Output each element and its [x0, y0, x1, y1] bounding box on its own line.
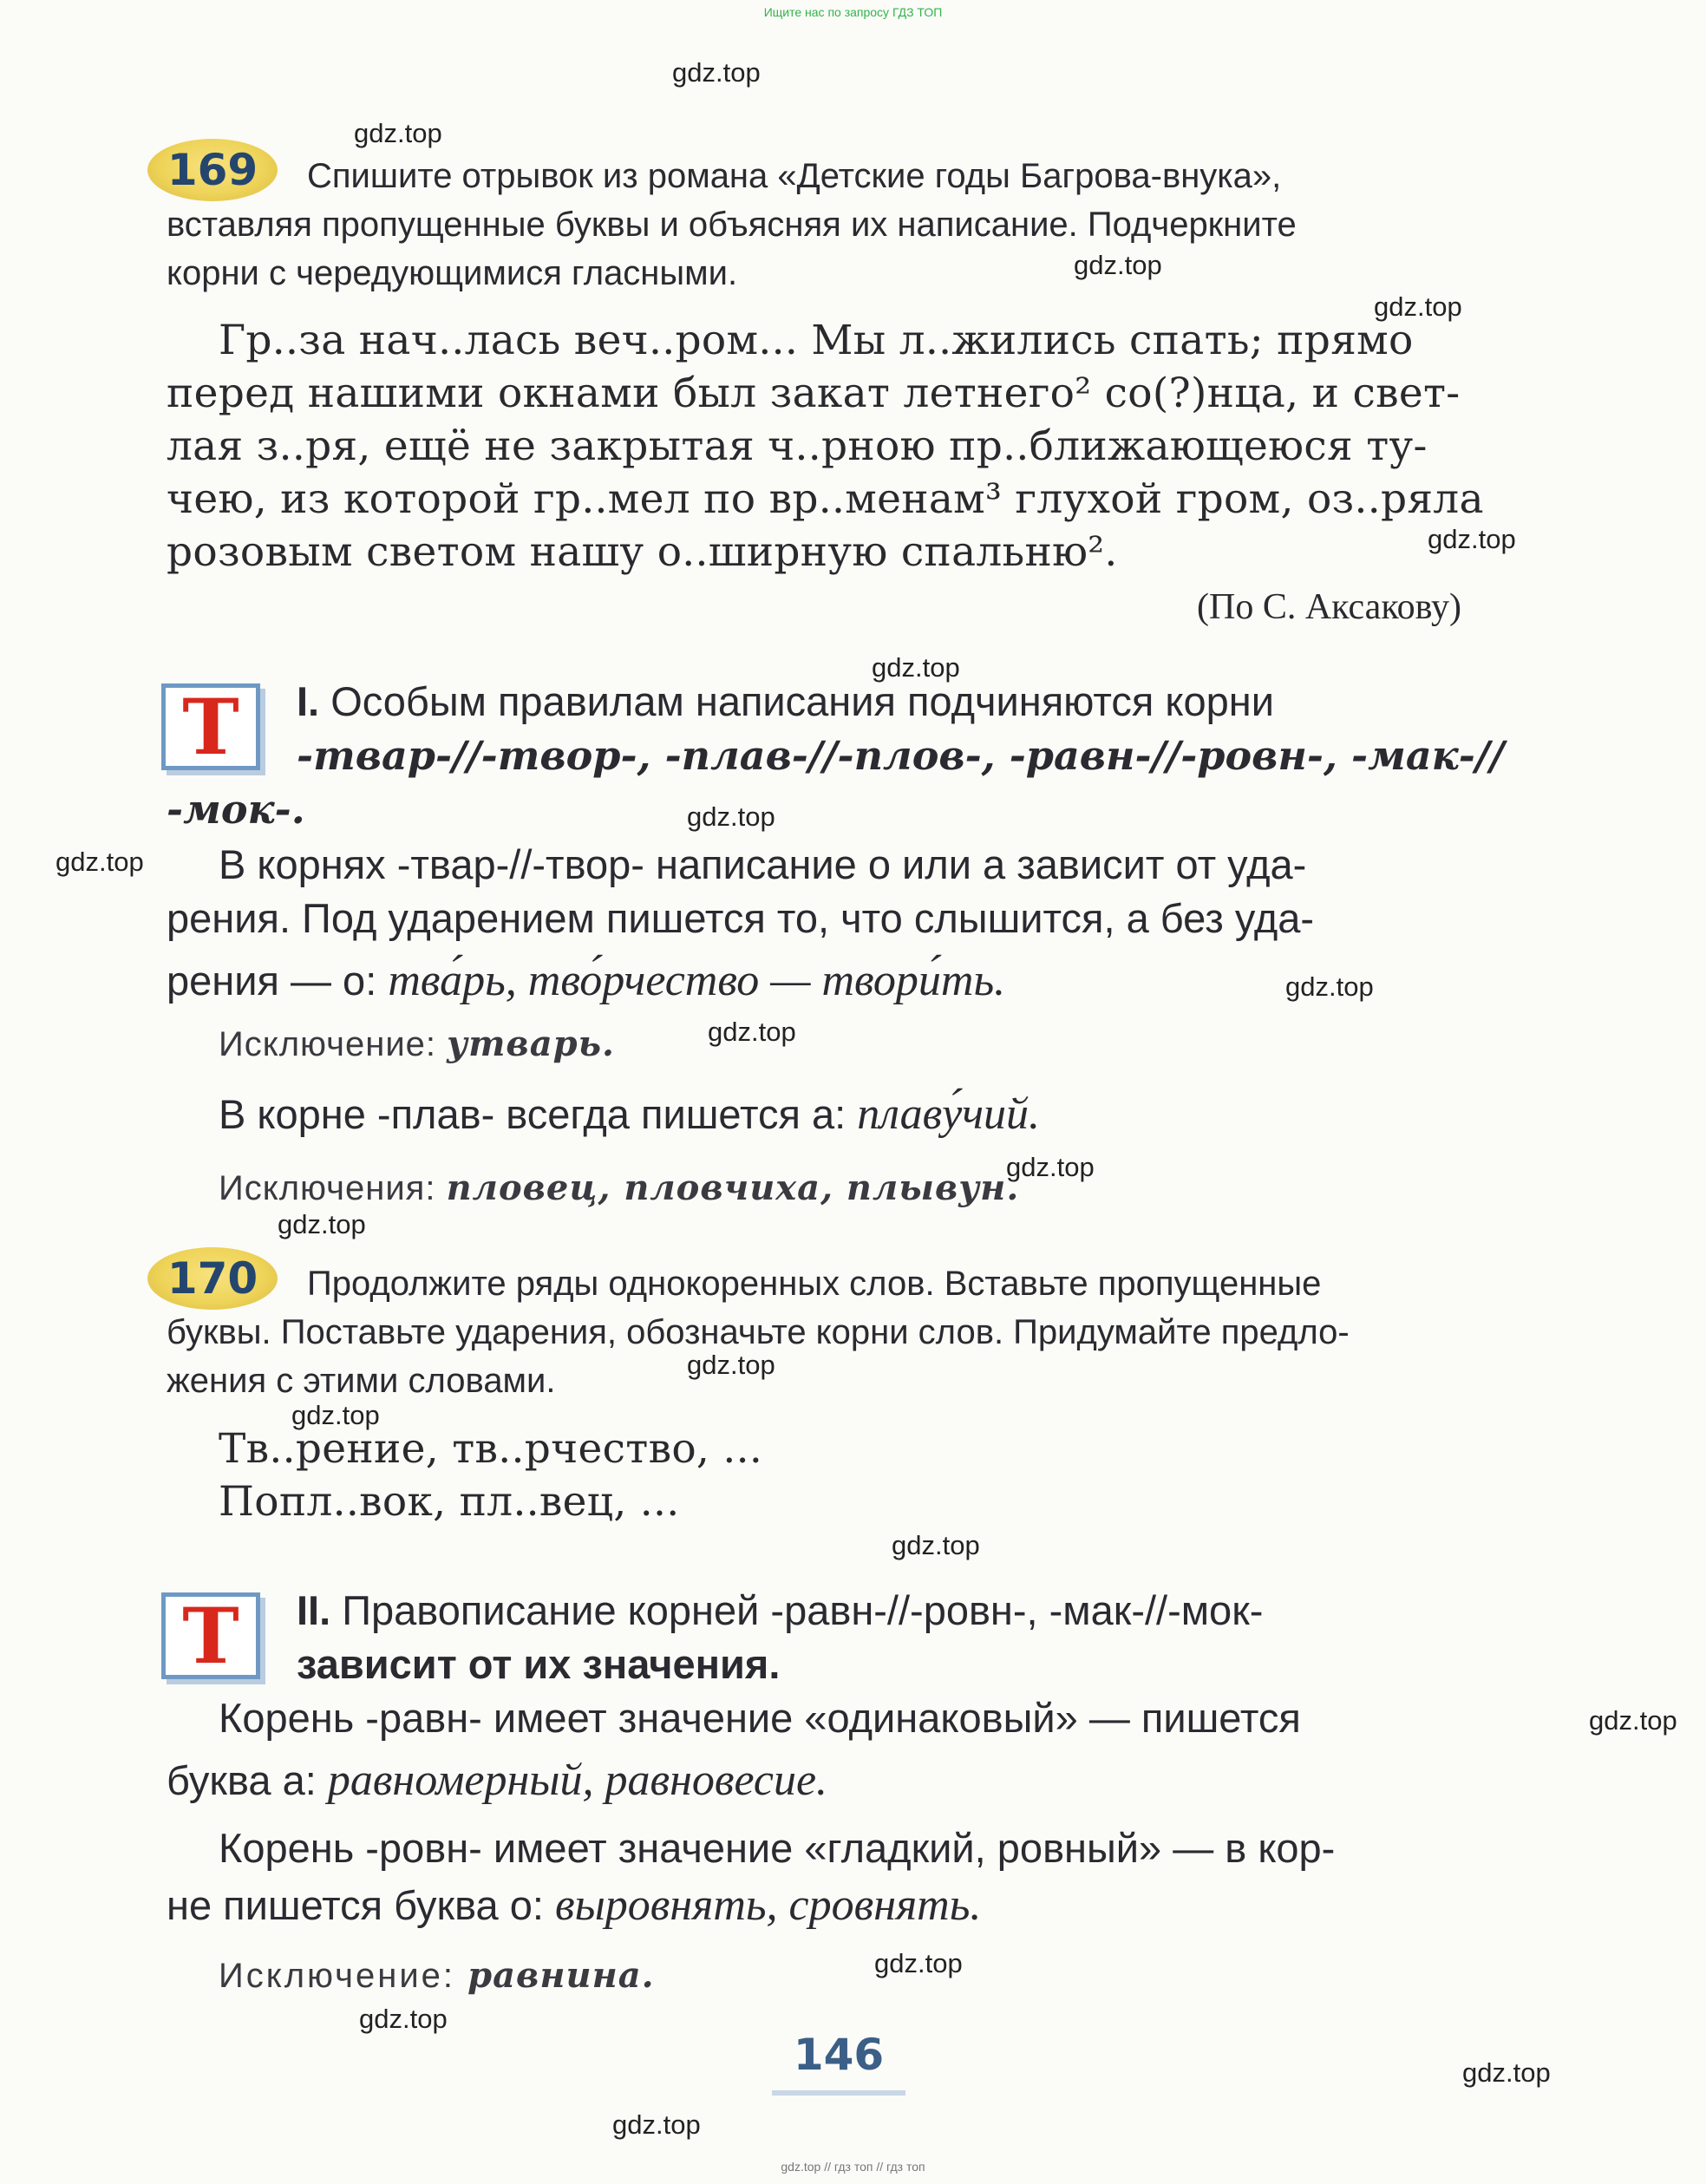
text-line: чею, из которой гр..мел по вр..менам³ глухой гром, оз..ряла	[167, 475, 1484, 523]
author-attribution: (По С. Аксакову)	[1197, 587, 1461, 627]
exception-line	[219, 1023, 615, 1064]
rule1-paragraph2	[219, 1088, 1040, 1141]
rule1-roots: -твар-//-твор-, -плав-//-плов-, -равн-//-ровн-, -мак-//	[297, 732, 1505, 779]
theory-badge: Т	[161, 683, 260, 770]
exception-word: утварь.	[447, 1023, 615, 1064]
rule1-heading	[297, 675, 1274, 729]
page-number-underline	[772, 2090, 905, 2096]
exception-label: Исключение:	[219, 1025, 437, 1063]
exception-label: Исключение:	[219, 1957, 456, 1995]
exception-line	[219, 1167, 1019, 1208]
exception-words: пловец, пловчиха, плывун.	[446, 1167, 1020, 1208]
watermark: gdz.top	[1589, 1705, 1677, 1736]
rule1-prefix: рения — о:	[167, 958, 377, 1004]
task169-text	[167, 314, 1520, 579]
rule2-paragraph-line	[167, 1754, 827, 1808]
rule1-heading-text: Особым правилам написания подчиняются корни	[330, 678, 1274, 724]
rule1-examples: тва́рь, тво́рчество — твори́ть.	[388, 956, 1006, 1005]
exception-label: Исключения:	[219, 1169, 436, 1207]
watermark: gdz.top	[1374, 291, 1462, 322]
watermark: gdz.top	[672, 57, 761, 88]
text-line: Гр..за нач..лась веч..ром... Мы л..жились спать; прямо	[219, 317, 1414, 364]
rule1-p2-example: плаву́чий.	[857, 1089, 1041, 1139]
watermark: gdz.top	[874, 1948, 963, 1978]
watermark: gdz.top	[612, 2109, 701, 2140]
rule2-heading-number: II.	[297, 1587, 331, 1633]
rule1-roots-tail: -мок-.	[167, 786, 305, 833]
text-line: лая з..ря, ещё не закрытая ч..рною пр..ближающеюся ту-	[167, 422, 1428, 470]
task169-instruction-line: вставляя пропущенные буквы и объясняя их написание. Подчеркните	[167, 206, 1297, 244]
text-line: Попл..вок, пл..вец, ...	[219, 1478, 680, 1526]
watermark: gdz.top	[291, 1400, 380, 1430]
watermark: gdz.top	[354, 118, 442, 148]
watermark: gdz.top	[687, 1350, 775, 1380]
rule2-prefix: буква а:	[167, 1757, 317, 1803]
rule2-paragraph-line: Корень -равн- имеет значение «одинаковый» — пишется	[219, 1695, 1301, 1741]
watermark: gdz.top	[1285, 971, 1374, 1002]
rule2-paragraph-line	[167, 1879, 981, 1932]
rule2-heading	[297, 1584, 1263, 1638]
watermark: gdz.top	[1428, 524, 1516, 554]
watermark: gdz.top	[359, 2004, 448, 2034]
task-number-badge: 170	[147, 1247, 278, 1310]
watermark: gdz.top	[872, 652, 960, 683]
rule1-paragraph-line: рения. Под ударением пишется то, что слышится, а без уда-	[167, 895, 1315, 941]
text-line: Тв..рение, тв..рчество, ...	[219, 1425, 763, 1473]
rule2-examples: равномерный, равновесие.	[327, 1756, 828, 1805]
rule1-p2-prefix: В корне -плав- всегда пишется а:	[219, 1091, 846, 1137]
rule2-heading-line2: зависит от их значения.	[297, 1641, 781, 1687]
rule2-paragraph-line: Корень -ровн- имеет значение «гладкий, ровный» — в кор-	[219, 1825, 1336, 1871]
watermark: gdz.top	[687, 801, 775, 832]
task169-instruction-line: Спишите отрывок из романа «Детские годы Багрова-внука»,	[307, 157, 1282, 195]
watermark: gdz.top	[1006, 1152, 1095, 1182]
watermark: gdz.top	[892, 1530, 980, 1560]
theory-badge: Т	[161, 1592, 260, 1679]
task170-instruction-line: буквы. Поставьте ударения, обозначьте корни слов. Придумайте предло-	[167, 1313, 1350, 1351]
rule2-heading-text: Правописание корней -равн-//-ровн-, -мак-//-мок-	[342, 1587, 1264, 1633]
task170-instruction-line: Продолжите ряды однокоренных слов. Вставьте пропущенные	[307, 1265, 1322, 1303]
header-note: Ищите нас по запросу ГДЗ ТОП	[763, 5, 943, 19]
rule1-paragraph-line	[167, 954, 1005, 1008]
rule1-heading-number: I.	[297, 678, 320, 724]
watermark: gdz.top	[278, 1209, 366, 1239]
task170-instruction-line: жения с этими словами.	[167, 1362, 556, 1400]
rule2-prefix: не пишется буква о:	[167, 1882, 544, 1928]
watermark: gdz.top	[708, 1017, 796, 1047]
watermark: gdz.top	[1462, 2057, 1551, 2088]
text-line: розовым светом нашу о..ширную спальню².	[167, 528, 1118, 576]
task-number-badge: 169	[147, 139, 278, 201]
rule1-paragraph-line: В корнях -твар-//-твор- написание о или а зависит от уда-	[219, 841, 1307, 887]
text-line: перед нашими окнами был закат летнего² со(?)нца, и свет-	[167, 369, 1461, 417]
rule2-examples: выровнять, сровнять.	[555, 1880, 982, 1930]
watermark: gdz.top	[1074, 250, 1162, 280]
footer-note: gdz.top // гдз топ // гдз топ	[781, 2160, 925, 2174]
task169-instruction-line: корни с чередующимися гласными.	[167, 254, 738, 292]
page-number: 146	[793, 2030, 885, 2080]
task170-text	[219, 1422, 762, 1528]
exception-line	[219, 1955, 655, 1996]
exception-word: равнина.	[467, 1955, 655, 1996]
watermark: gdz.top	[56, 847, 144, 877]
